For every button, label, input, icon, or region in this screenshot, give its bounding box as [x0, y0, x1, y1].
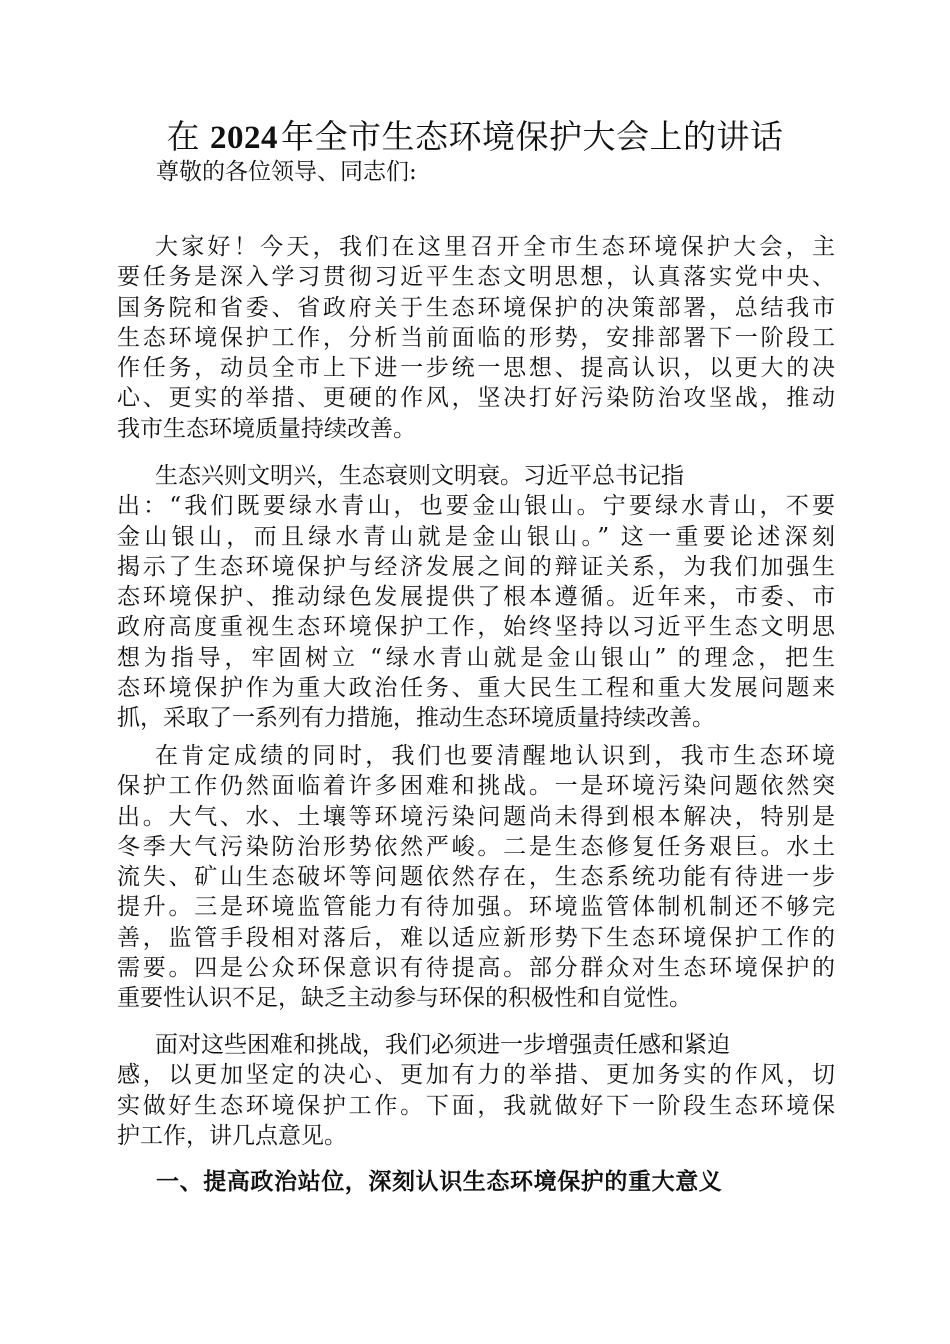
paragraph-line: 出：“我们既要绿水青山，也要金山银山。宁要绿水青山，不要	[117, 493, 835, 520]
title-year: 2024	[210, 120, 278, 156]
paragraph-line: 揭示了生态环境保护与经济发展之间的辩证关系，为我们加强生	[117, 553, 835, 580]
paragraph-2	[117, 461, 835, 734]
paragraph-line: 大家好！今天，我们在这里召开全市生态环境保护大会，主	[155, 234, 835, 260]
paragraph-line: 作任务，动员全市上下进一步统一思想、提高认识，以更大的决	[117, 355, 835, 382]
paragraph-line: 感，以更加坚定的决心、更加有力的举措、更加务实的作风，切	[117, 1062, 835, 1089]
paragraph-line: 政府高度重视生态环境保护工作，始终坚持以习近平生态文明思	[117, 614, 835, 641]
paragraph-line: 流失、矿山生态破坏等问题依然存在，生态系统功能有待进一步	[117, 864, 835, 891]
paragraph-line: 心、更实的举措、更硬的作风，坚决打好污染防治攻坚战，推动	[117, 385, 835, 412]
paragraph-line: 生态环境保护工作，分析当前面临的形势，安排部署下一阶段工	[117, 324, 835, 351]
paragraph-line: 我市生态环境质量持续改善。	[117, 415, 416, 442]
section-heading: 一、提高政治站位，深刻认识生态环境保护的重大意义	[156, 1168, 723, 1195]
paragraph-line: 需要。四是公众环保意识有待提高。部分群众对生态环境保护的	[117, 955, 835, 982]
paragraph-line: 金山银山，而且绿水青山就是金山银山。” 这一重要论述深刻	[117, 523, 835, 550]
paragraph-line: 面对这些困难和挑战，我们必须进一步增强责任感和紧迫	[155, 1032, 730, 1058]
paragraph-line: 国务院和省委、省政府关于生态环境保护的决策部署，总结我市	[117, 294, 835, 321]
paragraph-line: 提升。三是环境监管能力有待加强。环境监管体制机制还不够完	[117, 894, 835, 921]
paragraph-line: 保护工作仍然面临着许多困难和挑战。一是环境污染问题依然突	[117, 773, 835, 800]
paragraph-line: 抓，采取了一系列有力措施，推动生态环境质量持续改善。	[117, 705, 715, 732]
paragraph-line: 想为指导，牢固树立 “绿水青山就是金山银山” 的理念，把生	[117, 644, 835, 671]
title-prefix: 在	[166, 117, 200, 156]
page-title	[0, 114, 950, 161]
title-suffix: 年全市生态环境保护大会上的讲话	[281, 117, 784, 156]
paragraph-line: 护工作，讲几点意见。	[117, 1122, 347, 1149]
paragraph-line: 在肯定成绩的同时，我们也要清醒地认识到，我市生态环境	[155, 743, 835, 769]
paragraph-line: 要任务是深入学习贯彻习近平生态文明思想，认真落实党中央、	[117, 264, 835, 291]
paragraph-3	[117, 741, 835, 1014]
paragraph-line: 重要性认识不足，缺乏主动参与环保的积极性和自觉性。	[117, 985, 692, 1012]
paragraph-line: 出。大气、水、土壤等环境污染问题尚未得到根本解决，特别是	[117, 803, 835, 830]
paragraph-line: 善，监管手段相对落后，难以适应新形势下生态环境保护工作的	[117, 924, 835, 951]
paragraph-line: 生态兴则文明兴，生态衰则文明衰。习近平总书记指	[155, 463, 684, 489]
paragraph-4	[117, 1030, 835, 1151]
paragraph-line: 态环境保护作为重大政治任务、重大民生工程和重大发展问题来	[117, 675, 835, 702]
paragraph-line: 态环境保护、推动绿色发展提供了根本遵循。近年来，市委、市	[117, 584, 835, 611]
salutation: 尊敬的各位领导、同志们:	[156, 159, 417, 185]
paragraph-line: 实做好生态环境保护工作。下面，我就做好下一阶段生态环境保	[117, 1092, 835, 1119]
paragraph-line: 冬季大气污染防治形势依然严峻。二是生态修复任务艰巨。水土	[117, 833, 835, 860]
paragraph-1	[117, 232, 835, 444]
